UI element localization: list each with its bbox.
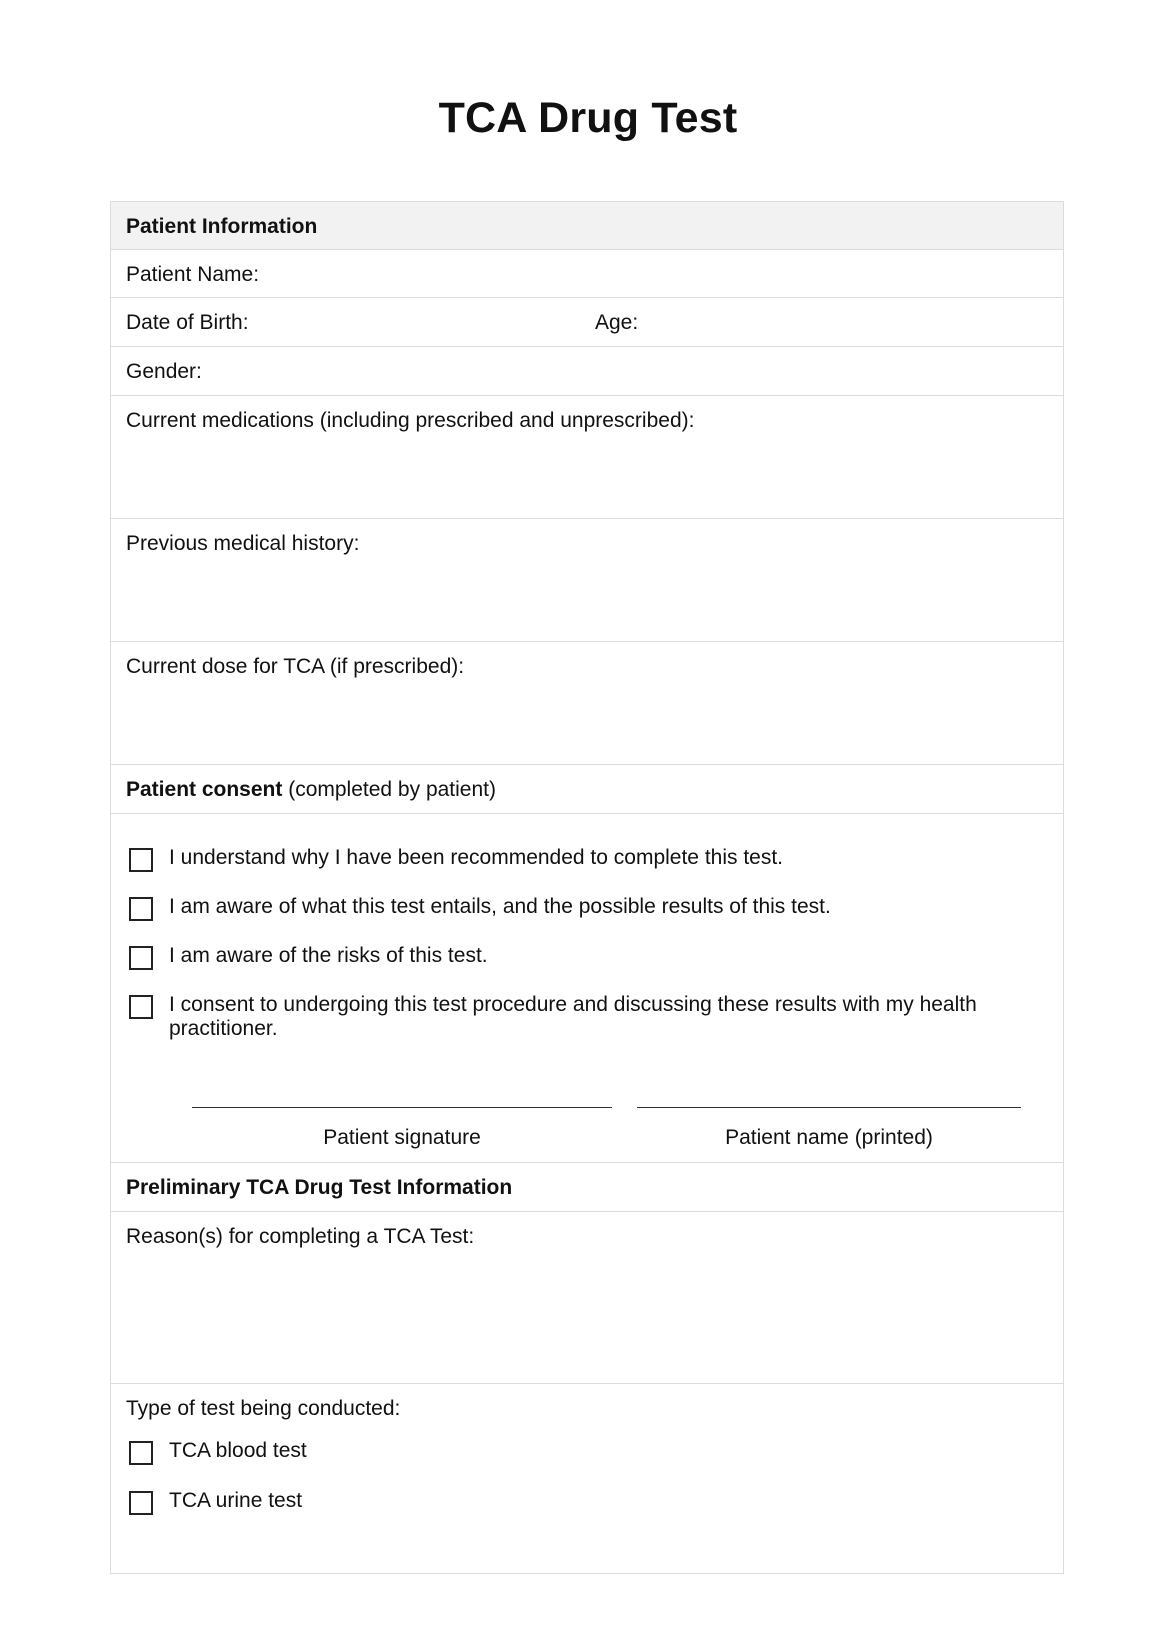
current-medications-field[interactable] bbox=[111, 396, 1063, 519]
gender-label: Gender: bbox=[126, 360, 202, 383]
reasons-field[interactable] bbox=[111, 1212, 1063, 1384]
patient-printed-name-line[interactable] bbox=[637, 1107, 1021, 1108]
patient-consent-section bbox=[111, 814, 1063, 1163]
patient-consent-heading-bold: Patient consent bbox=[126, 778, 283, 801]
test-type-option[interactable] bbox=[129, 1439, 1039, 1467]
gender-field[interactable] bbox=[111, 347, 1063, 396]
consent-checkbox[interactable] bbox=[129, 897, 153, 921]
test-type-label: Type of test being conducted: bbox=[126, 1397, 401, 1420]
current-dose-field[interactable] bbox=[111, 642, 1063, 765]
patient-information-header bbox=[111, 202, 1063, 250]
consent-checkbox[interactable] bbox=[129, 946, 153, 970]
consent-item-text: I understand why I have been recommended to complete this test. bbox=[169, 846, 784, 869]
reasons-label: Reason(s) for completing a TCA Test: bbox=[126, 1225, 475, 1248]
test-type-checkbox[interactable] bbox=[129, 1491, 153, 1515]
consent-item[interactable] bbox=[129, 846, 1039, 874]
tca-form bbox=[110, 201, 1064, 1574]
current-dose-label: Current dose for TCA (if prescribed): bbox=[126, 655, 465, 678]
dob-age-row bbox=[111, 298, 1063, 347]
patient-name-field[interactable] bbox=[111, 250, 1063, 298]
test-type-option-label: TCA blood test bbox=[169, 1439, 307, 1462]
patient-consent-heading-note: (completed by patient) bbox=[282, 778, 496, 801]
current-medications-label: Current medications (including prescribed and unprescribed): bbox=[126, 409, 695, 432]
patient-signature-line[interactable] bbox=[192, 1107, 612, 1108]
patient-name-label: Patient Name: bbox=[126, 263, 260, 286]
consent-item[interactable] bbox=[129, 993, 1039, 1045]
consent-checkbox[interactable] bbox=[129, 848, 153, 872]
test-type-checkbox[interactable] bbox=[129, 1441, 153, 1465]
document-title: TCA Drug Test bbox=[438, 94, 738, 142]
age-label: Age: bbox=[595, 311, 639, 334]
consent-item-text: I am aware of the risks of this test. bbox=[169, 944, 488, 967]
patient-consent-heading bbox=[126, 778, 496, 802]
preliminary-info-heading: Preliminary TCA Drug Test Information bbox=[126, 1176, 513, 1199]
patient-information-heading: Patient Information bbox=[126, 215, 318, 238]
consent-item-text: I consent to undergoing this test procedure and discussing these results with my health practitioner. bbox=[169, 993, 977, 1040]
test-type-option[interactable] bbox=[129, 1489, 1039, 1517]
previous-medical-history-label: Previous medical history: bbox=[126, 532, 360, 555]
consent-item-text: I am aware of what this test entails, and the possible results of this test. bbox=[169, 895, 831, 918]
consent-item[interactable] bbox=[129, 944, 1039, 972]
date-of-birth-label: Date of Birth: bbox=[126, 311, 249, 334]
test-type-section bbox=[111, 1384, 1063, 1573]
previous-medical-history-field[interactable] bbox=[111, 519, 1063, 642]
preliminary-info-header bbox=[111, 1163, 1063, 1212]
consent-item[interactable] bbox=[129, 895, 1039, 923]
patient-printed-name-caption: Patient name (printed) bbox=[725, 1126, 933, 1149]
patient-consent-header bbox=[111, 765, 1063, 814]
test-type-option-label: TCA urine test bbox=[169, 1489, 303, 1512]
patient-signature-caption: Patient signature bbox=[323, 1126, 481, 1149]
consent-checkbox[interactable] bbox=[129, 995, 153, 1019]
